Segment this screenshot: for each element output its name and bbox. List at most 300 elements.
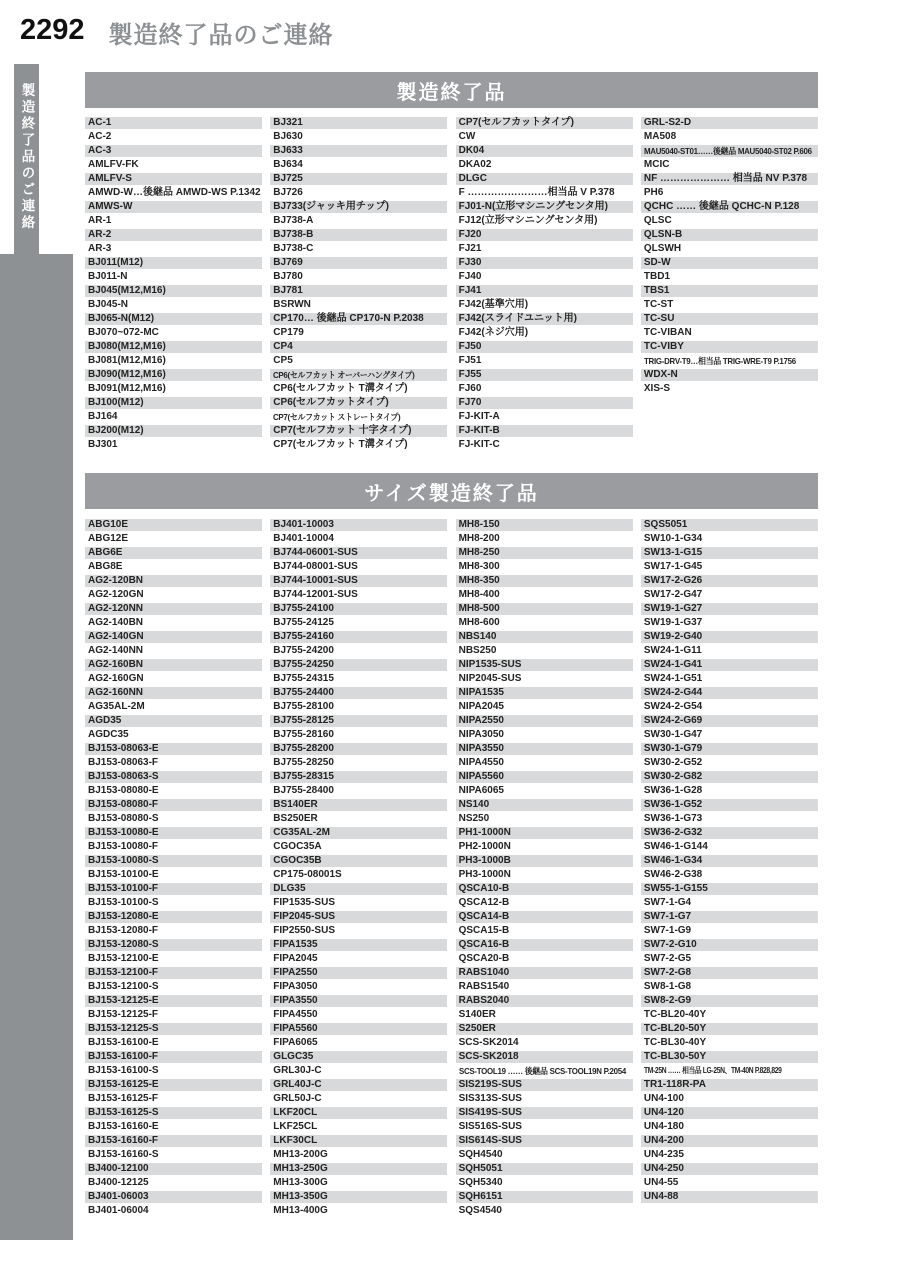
page-number: 2292 <box>20 14 85 46</box>
section-edge-tab-label: 製造終了品のご連絡 <box>19 83 35 232</box>
product-row <box>85 659 262 671</box>
product-code: BJ153-16125-E <box>88 1079 159 1090</box>
product-column-1 <box>85 519 262 1219</box>
product-code: SW7-1-G4 <box>643 897 692 908</box>
product-code: AG2-160BN <box>88 659 144 670</box>
product-code: FJ70 <box>458 397 482 408</box>
product-row <box>641 173 818 185</box>
product-code: BJ755-28315 <box>273 771 334 782</box>
product-code: BJ633 <box>273 145 303 156</box>
product-code: BJ400-12100 <box>88 1163 149 1174</box>
product-row <box>270 869 447 881</box>
product-code: BJ634 <box>273 159 303 170</box>
product-row <box>641 589 818 601</box>
product-code: MAU5040-ST01……後継品 MAU5040-ST02 P.606 <box>643 146 812 156</box>
product-row <box>641 1079 818 1091</box>
product-row <box>641 1023 818 1035</box>
product-row <box>85 1191 262 1203</box>
product-code: BJ153-08080-F <box>88 799 159 810</box>
product-code: AC-1 <box>88 117 112 128</box>
product-code: TC-BL20-40Y <box>643 1009 707 1020</box>
product-code: SW24-1-G41 <box>643 659 703 670</box>
product-code: NIP1535-SUS <box>458 659 522 670</box>
product-row <box>270 617 447 629</box>
product-code: NBS250 <box>458 645 497 656</box>
product-code: SW36-1-G28 <box>643 785 703 796</box>
product-code: NS250 <box>458 813 490 824</box>
product-row <box>85 995 262 1007</box>
product-row <box>456 953 633 965</box>
product-row <box>270 383 447 395</box>
product-row <box>85 439 262 451</box>
product-code: DK04 <box>458 145 485 156</box>
product-code: SW24-2-G69 <box>643 715 703 726</box>
product-row <box>641 659 818 671</box>
product-row <box>456 1093 633 1105</box>
product-row <box>85 327 262 339</box>
product-code: SW17-2-G47 <box>643 589 703 600</box>
product-code: FJ20 <box>458 229 482 240</box>
product-code: BJ070~072-MC <box>88 327 159 338</box>
product-row <box>641 327 818 339</box>
product-row <box>85 883 262 895</box>
product-row <box>270 1079 447 1091</box>
product-row <box>641 383 818 395</box>
product-row <box>270 911 447 923</box>
product-row <box>270 813 447 825</box>
product-code: QLSWH <box>643 243 682 254</box>
product-row <box>456 187 633 199</box>
product-row <box>85 631 262 643</box>
product-row <box>85 215 262 227</box>
product-code: SW19-1-G37 <box>643 617 703 628</box>
product-row <box>641 841 818 853</box>
product-row <box>456 561 633 573</box>
product-code: SW7-1-G9 <box>643 925 692 936</box>
product-row <box>85 757 262 769</box>
product-code: BJ755-28400 <box>273 785 334 796</box>
product-code: QSCA10-B <box>458 883 510 894</box>
product-code: UN4-55 <box>643 1177 679 1188</box>
product-code: QSCA16-B <box>458 939 510 950</box>
product-code: BJ080(M12,M16) <box>88 341 166 352</box>
product-row <box>270 271 447 283</box>
product-code: SW17-2-G26 <box>643 575 703 586</box>
product-row <box>85 533 262 545</box>
product-code: BJ755-28100 <box>273 701 334 712</box>
product-row <box>456 1135 633 1147</box>
product-code: FIPA3550 <box>273 995 318 1006</box>
product-row <box>641 827 818 839</box>
product-code: TR1-118R-PA <box>643 1079 706 1090</box>
product-row <box>270 313 447 325</box>
product-code: AG35AL-2M <box>88 701 145 712</box>
product-code: UN4-200 <box>643 1135 684 1146</box>
product-code: UN4-120 <box>643 1107 684 1118</box>
product-code: SD-W <box>643 257 671 268</box>
product-code: BJ045(M12,M16) <box>88 285 166 296</box>
product-row <box>85 687 262 699</box>
product-code: MA508 <box>643 131 677 142</box>
product-code: CP170… 後継品 CP170-N P.2038 <box>273 313 424 324</box>
product-code: BJ401-10004 <box>273 533 334 544</box>
product-row <box>641 271 818 283</box>
product-code: BJ153-10080-S <box>88 855 159 866</box>
product-code: SW46-1-G34 <box>643 855 703 866</box>
product-row <box>85 547 262 559</box>
product-code: BJ738-A <box>273 215 314 226</box>
product-row <box>641 1149 818 1161</box>
product-code: FIP2550-SUS <box>273 925 335 936</box>
product-row <box>456 617 633 629</box>
product-code: TBD1 <box>643 271 671 282</box>
product-code: NIPA1535 <box>458 687 504 698</box>
product-row <box>85 743 262 755</box>
product-code: BSRWN <box>273 299 311 310</box>
product-code: BJ153-12080-S <box>88 939 159 950</box>
product-row <box>456 1205 633 1217</box>
product-code: BJ755-28160 <box>273 729 334 740</box>
product-code: MH8-200 <box>458 533 500 544</box>
product-code: BJ153-08063-F <box>88 757 159 768</box>
product-row <box>456 173 633 185</box>
product-row <box>270 687 447 699</box>
product-row <box>641 687 818 699</box>
product-row <box>456 1149 633 1161</box>
product-row <box>641 547 818 559</box>
product-row <box>456 1023 633 1035</box>
product-row <box>270 1065 447 1077</box>
product-row <box>456 1163 633 1175</box>
table-columns <box>85 117 818 453</box>
product-row <box>270 771 447 783</box>
product-code: UN4-100 <box>643 1093 684 1104</box>
product-code: GRL30J-C <box>273 1065 322 1076</box>
product-code: BJ153-08080-S <box>88 813 159 824</box>
product-code: FJ-KIT-C <box>458 439 500 450</box>
product-row <box>85 897 262 909</box>
product-row <box>641 645 818 657</box>
product-row <box>641 1163 818 1175</box>
product-code: FJ40 <box>458 271 482 282</box>
product-row <box>456 715 633 727</box>
product-code: TC-VIBY <box>643 341 684 352</box>
product-row <box>270 1149 447 1161</box>
product-code: BJ781 <box>273 285 303 296</box>
product-code: LKF25CL <box>273 1121 318 1132</box>
product-code: TC-BL20-50Y <box>643 1023 707 1034</box>
product-code: BJ321 <box>273 117 303 128</box>
section-edge-block <box>0 254 73 1240</box>
product-code: FJ51 <box>458 355 482 366</box>
product-row <box>85 561 262 573</box>
product-row <box>85 841 262 853</box>
product-code: SW19-2-G40 <box>643 631 703 642</box>
product-code: SW36-1-G73 <box>643 813 703 824</box>
product-row <box>85 201 262 213</box>
product-row <box>85 1093 262 1105</box>
product-row <box>456 673 633 685</box>
product-row <box>641 897 818 909</box>
product-code: CP6(セルフカットタイプ) <box>273 397 389 408</box>
product-row <box>641 1135 818 1147</box>
product-row <box>270 1205 447 1217</box>
product-row <box>456 1121 633 1133</box>
product-row <box>85 939 262 951</box>
product-row <box>85 1037 262 1049</box>
product-code: UN4-235 <box>643 1149 684 1160</box>
product-code: AMWD-W…後継品 AMWD-WS P.1342 <box>88 187 261 198</box>
product-code: QLSC <box>643 215 672 226</box>
product-row <box>85 1051 262 1063</box>
product-row <box>270 561 447 573</box>
product-code: GLGC35 <box>273 1051 314 1062</box>
product-row <box>270 131 447 143</box>
product-code: UN4-88 <box>643 1191 679 1202</box>
product-code: SW7-1-G7 <box>643 911 692 922</box>
product-row <box>456 425 633 437</box>
product-row <box>456 729 633 741</box>
product-row <box>456 1065 633 1077</box>
product-code: TC-SU <box>643 313 675 324</box>
product-row <box>270 201 447 213</box>
product-code: SCS-TOOL19 …… 後継品 SCS-TOOL19N P.2054 <box>458 1066 626 1076</box>
product-code: BJ153-16125-F <box>88 1093 159 1104</box>
product-row <box>270 1163 447 1175</box>
product-code: LKF20CL <box>273 1107 318 1118</box>
product-code: ABG6E <box>88 547 123 558</box>
product-column-2 <box>270 519 447 1219</box>
product-row <box>270 145 447 157</box>
product-code: S140ER <box>458 1009 496 1020</box>
product-row <box>270 883 447 895</box>
product-code: AG2-140GN <box>88 631 144 642</box>
product-row <box>641 855 818 867</box>
product-code: BJ301 <box>88 439 118 450</box>
product-row <box>270 411 447 423</box>
product-row <box>641 813 818 825</box>
product-code: TM-25N …… 相当品 LG-25N、TM-40N P.828,829 <box>643 1066 782 1075</box>
product-code: NIPA4550 <box>458 757 504 768</box>
product-row <box>456 533 633 545</box>
product-code: SW55-1-G155 <box>643 883 708 894</box>
product-row <box>641 995 818 1007</box>
product-row <box>270 519 447 531</box>
product-row <box>270 1177 447 1189</box>
product-code: RABS1040 <box>458 967 510 978</box>
product-code: CP7(セルフカット 十字タイプ) <box>273 425 412 436</box>
product-code: NIPA6065 <box>458 785 504 796</box>
product-code: BS140ER <box>273 799 318 810</box>
product-row <box>85 117 262 129</box>
product-row <box>270 369 447 381</box>
product-row <box>456 939 633 951</box>
product-code: ABG12E <box>88 533 129 544</box>
product-code: BJ200(M12) <box>88 425 144 436</box>
product-code: AC-3 <box>88 145 112 156</box>
product-row <box>270 925 447 937</box>
product-code: BJ153-08063-S <box>88 771 159 782</box>
product-row <box>641 729 818 741</box>
product-code: FJ41 <box>458 285 482 296</box>
product-code: FJ42(スライドユニット用) <box>458 313 577 324</box>
product-code: CP7(セルフカット T溝タイプ) <box>273 439 408 450</box>
product-code: FJ60 <box>458 383 482 394</box>
product-code: PH1-1000N <box>458 827 511 838</box>
product-code: PH2-1000N <box>458 841 511 852</box>
product-row <box>456 285 633 297</box>
product-code: BJ011-N <box>88 271 128 282</box>
product-row <box>85 271 262 283</box>
product-row <box>456 911 633 923</box>
product-row <box>456 397 633 409</box>
product-code: BJ401-10003 <box>273 519 334 530</box>
product-code: QSCA15-B <box>458 925 510 936</box>
product-code: SW7-2-G8 <box>643 967 692 978</box>
product-row <box>456 631 633 643</box>
product-code: CP6(セルフカット T溝タイプ) <box>273 383 408 394</box>
product-row <box>456 299 633 311</box>
product-row <box>85 575 262 587</box>
product-code: BJ153-12100-S <box>88 981 159 992</box>
product-code: SIS419S-SUS <box>458 1107 522 1118</box>
product-code: AMLFV-FK <box>88 159 139 170</box>
product-row <box>270 229 447 241</box>
product-row <box>641 159 818 171</box>
product-row <box>270 187 447 199</box>
product-row <box>270 341 447 353</box>
product-row <box>85 369 262 381</box>
product-code: BJ738-B <box>273 229 314 240</box>
product-row <box>270 1093 447 1105</box>
product-code: SW36-2-G32 <box>643 827 703 838</box>
product-row <box>270 243 447 255</box>
product-row <box>456 589 633 601</box>
product-code: NS140 <box>458 799 490 810</box>
product-code: AG2-120GN <box>88 589 144 600</box>
product-row <box>456 855 633 867</box>
product-row <box>641 939 818 951</box>
product-row <box>456 841 633 853</box>
product-row <box>641 257 818 269</box>
product-code: SIS313S-SUS <box>458 1093 522 1104</box>
product-code: NBS140 <box>458 631 497 642</box>
product-row <box>456 383 633 395</box>
product-row <box>270 967 447 979</box>
product-code: BJ045-N <box>88 299 129 310</box>
product-row <box>85 519 262 531</box>
product-row <box>85 355 262 367</box>
product-row <box>270 1051 447 1063</box>
product-code: BJ090(M12,M16) <box>88 369 166 380</box>
product-code: SW30-2-G52 <box>643 757 703 768</box>
size-discontinued-products-table <box>85 473 818 1219</box>
product-code: MH13-200G <box>273 1149 328 1160</box>
product-code: AMLFV-S <box>88 173 132 184</box>
product-row <box>270 355 447 367</box>
product-code: QSCA12-B <box>458 897 510 908</box>
product-code: SW8-2-G9 <box>643 995 692 1006</box>
product-row <box>456 439 633 451</box>
product-row <box>641 1191 818 1203</box>
product-row <box>85 1107 262 1119</box>
product-code: BJ744-10001-SUS <box>273 575 358 586</box>
product-code: DLGC <box>458 173 487 184</box>
product-row <box>456 131 633 143</box>
product-code: SQS5051 <box>643 519 688 530</box>
product-row <box>270 645 447 657</box>
product-row <box>456 1009 633 1021</box>
product-row <box>641 1051 818 1063</box>
product-row <box>456 159 633 171</box>
product-row <box>270 939 447 951</box>
product-code: BJ725 <box>273 173 303 184</box>
product-row <box>270 1023 447 1035</box>
product-code: RABS2040 <box>458 995 510 1006</box>
product-code: FIPA3050 <box>273 981 318 992</box>
product-row <box>641 1177 818 1189</box>
product-code: FIPA2550 <box>273 967 318 978</box>
product-code: TC-BL30-50Y <box>643 1051 707 1062</box>
table-title: 製造終了品 <box>396 81 507 104</box>
product-row <box>641 145 818 157</box>
product-code: SW30-1-G79 <box>643 743 703 754</box>
product-code: BJ630 <box>273 131 303 142</box>
product-code: CP175-08001S <box>273 869 342 880</box>
product-row <box>270 159 447 171</box>
product-row <box>641 561 818 573</box>
product-code: FJ42(ネジ穴用) <box>458 327 529 338</box>
product-row <box>270 701 447 713</box>
product-code: GRL50J-C <box>273 1093 322 1104</box>
product-row <box>641 341 818 353</box>
product-row <box>270 397 447 409</box>
table-title-bar <box>85 473 818 509</box>
product-code: SQH5051 <box>458 1163 503 1174</box>
product-code: MH8-300 <box>458 561 500 572</box>
product-code: S250ER <box>458 1023 496 1034</box>
product-row <box>456 313 633 325</box>
product-row <box>85 855 262 867</box>
product-row <box>270 757 447 769</box>
product-code: CP7(セルフカットタイプ) <box>458 117 575 128</box>
product-row <box>85 1009 262 1021</box>
product-row <box>85 981 262 993</box>
product-row <box>641 355 818 367</box>
product-code: BJ100(M12) <box>88 397 144 408</box>
product-row <box>85 397 262 409</box>
product-code: BJ153-12125-S <box>88 1023 159 1034</box>
product-row <box>456 743 633 755</box>
product-row <box>641 575 818 587</box>
product-code: BJ401-06003 <box>88 1191 149 1202</box>
product-row <box>85 187 262 199</box>
table-title: サイズ製造終了品 <box>364 482 539 505</box>
product-code: FIPA4550 <box>273 1009 318 1020</box>
product-code: FIPA6065 <box>273 1037 318 1048</box>
product-code: DLG35 <box>273 883 306 894</box>
product-row <box>456 785 633 797</box>
product-code: BJ733(ジャッキ用チップ) <box>273 201 389 212</box>
product-row <box>456 995 633 1007</box>
product-row <box>270 659 447 671</box>
product-row <box>641 869 818 881</box>
product-row <box>641 701 818 713</box>
product-row <box>456 271 633 283</box>
product-code: NIPA2045 <box>458 701 504 712</box>
product-row <box>641 117 818 129</box>
product-row <box>456 117 633 129</box>
